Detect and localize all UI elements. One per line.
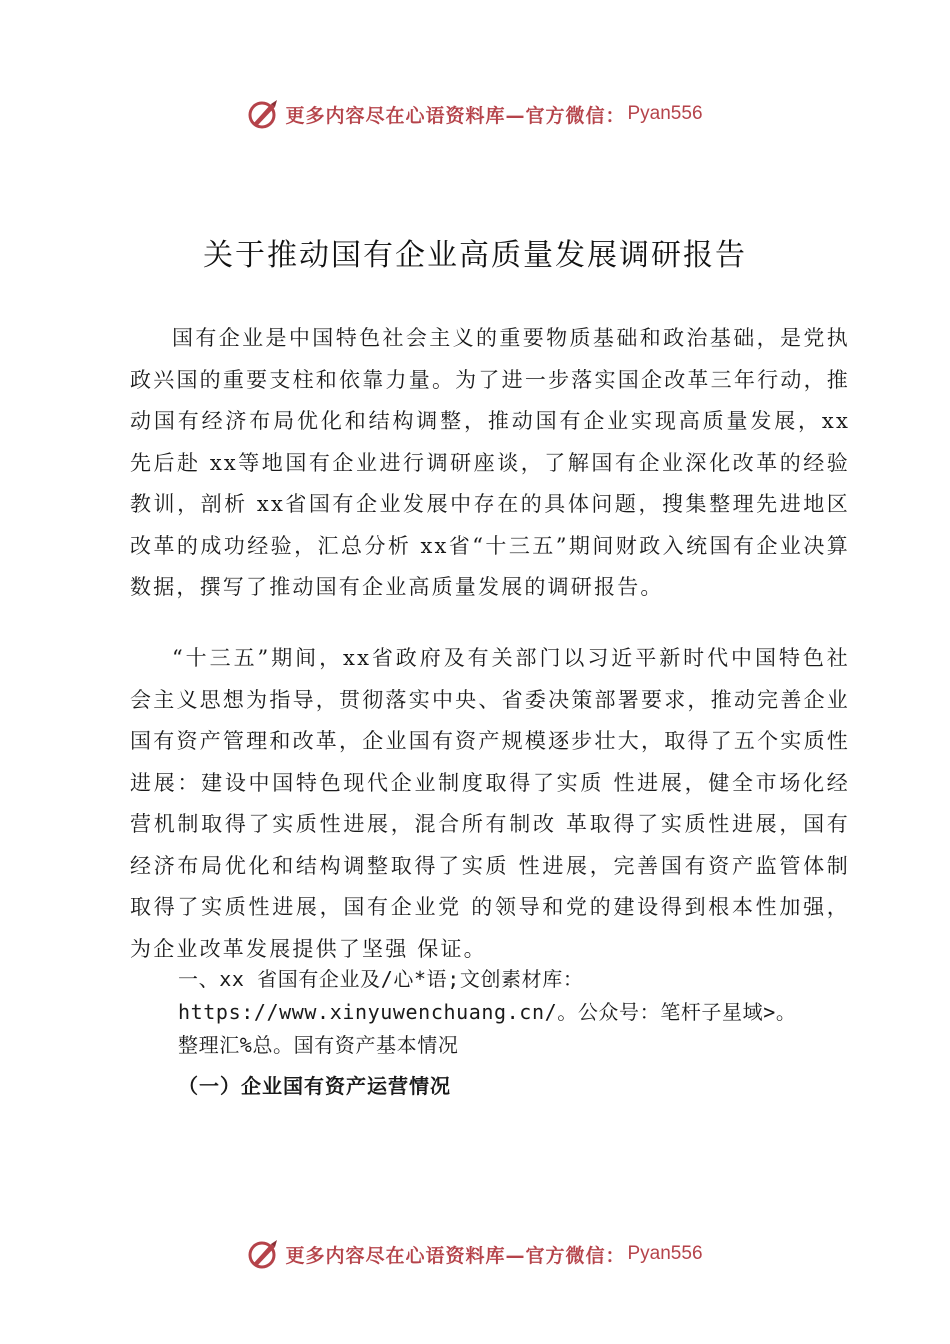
- section-line-3: 整理汇%总。国有资产基本情况: [178, 1033, 459, 1057]
- section-heading-block: [178, 963, 878, 1062]
- banner-wechat-id: Pyan556: [627, 1243, 703, 1264]
- banner-text: 更多内容尽在心语资料库—官方微信：: [285, 104, 626, 127]
- section-line-1: 一、xx 省国有企业及/心*语;文创素材库：: [178, 967, 584, 991]
- pen-logo-icon: [247, 1238, 279, 1270]
- banner-text: 更多内容尽在心语资料库—官方微信：: [285, 1244, 626, 1267]
- banner-wechat-id: Pyan556: [627, 103, 703, 124]
- pen-logo-icon: [247, 98, 279, 130]
- footer-banner: [0, 1232, 950, 1276]
- document-title: 关于推动国有企业高质量发展调研报告: [203, 238, 747, 273]
- paragraph-intro: 国有企业是中国特色社会主义的重要物质基础和政治基础，是党执政兴国的重要支柱和依靠力量。为了进一步落实国企改革三年行动，推动国有经济布局优化和结构调整，推动国有企业实现高质量发展，xx先后赴 xx等地国有企业进行调研座谈，了解国有企业深化改革的经验教训，剖析 xx省国有企业发展中存在的具体问题，搜集整理先进地区改革的成功经验，汇总分析 xx省“十三五”期间财政入统国有企业决算数据，撰写了推动国有企业高质量发展的调研报告。: [130, 326, 850, 599]
- header-banner: [0, 92, 950, 136]
- paragraph-progress: “十三五”期间，xx省政府及有关部门以习近平新时代中国特色社会主义思想为指导，贯彻落实中央、省委决策部署要求，推动完善企业国有资产管理和改革，企业国有资产规模逐步壮大，取得了五个实质性进展：建设中国特色现代企业制度取得了实质 性进展，健全市场化经营机制取得了实质性进展，混合所有制改 革取得了实质性进展，国有经济布局优化和结构调整取得了实质 性进展，完善国有资产监管体制取得了实质性进展，国有企业党 的领导和党的建设得到根本性加强，为企业改革发展提供了坚强 保证。: [130, 646, 850, 961]
- subheading: （一）企业国有资产运营情况: [178, 1074, 451, 1098]
- section-line-2: https://www.xinyuwenchuang.cn/。公众号：笔杆子星域>。: [178, 1000, 797, 1024]
